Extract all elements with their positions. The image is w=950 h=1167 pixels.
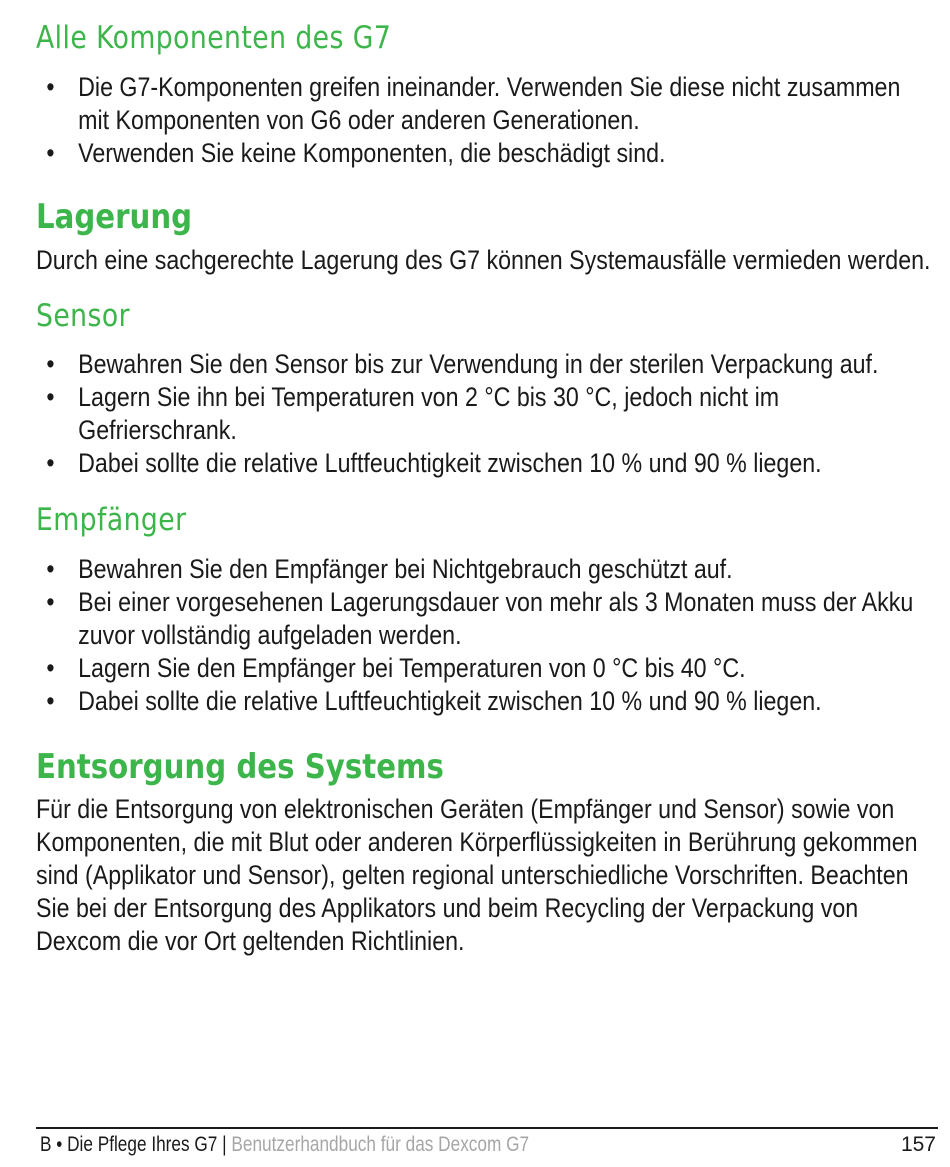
receiver-bullet-list [36, 553, 936, 718]
bullet-text: Lagern Sie ihn bei Temperaturen von 2 °C bis 30 °C, jedoch nicht im Gefrierschrank. [78, 382, 780, 445]
footer-chapter: B • Die Pflege Ihres G7 | [40, 1133, 227, 1156]
bullet-dot: • [46, 138, 55, 168]
bullet-dot: • [46, 653, 55, 683]
disposal-body: Für die Entsorgung von elektronischen Geräten (Empfänger und Sensor) sowie von Komponenten, die mit Blut oder anderen Körperflüssigkeiten in Berührung gekommen sind (Applikator und Sensor), gelten regional unterschiedliche Vorschriften. Beachten Sie bei der Entsorgung des Applikators und beim Recycling der Verpackung von Dexcom die vor Ort geltenden Richtlinien. [36, 794, 918, 956]
bullet-text: Lagern Sie den Empfänger bei Temperaturen von 0 °C bis 40 °C. [78, 653, 746, 683]
footer-manual-title: Benutzerhandbuch für das Dexcom G7 [226, 1133, 530, 1156]
bullet-text: Dabei sollte die relative Luftfeuchtigkeit zwischen 10 % und 90 % liegen. [78, 448, 822, 478]
bullet-dot: • [46, 448, 55, 478]
heading-sensor: Sensor [36, 298, 130, 334]
page-number: 157 [900, 1133, 936, 1156]
bullet-text: Bewahren Sie den Empfänger bei Nichtgebrauch geschützt auf. [78, 554, 733, 584]
bullet-text: Verwenden Sie keine Komponenten, die beschädigt sind. [78, 138, 666, 168]
heading-storage: Lagerung [36, 197, 193, 237]
list-item [36, 553, 936, 586]
bullet-dot: • [46, 72, 55, 102]
list-item [36, 381, 936, 447]
heading-disposal: Entsorgung des Systems [36, 747, 444, 787]
list-item [36, 652, 936, 685]
list-item [36, 586, 936, 652]
footer-breadcrumb [40, 1129, 529, 1161]
list-item [36, 71, 936, 137]
list-item [36, 348, 936, 381]
heading-receiver: Empfänger [36, 502, 187, 538]
list-item [36, 447, 936, 480]
heading-components: Alle Komponenten des G7 [36, 20, 392, 56]
bullet-dot: • [46, 349, 55, 379]
bullet-dot: • [46, 382, 55, 412]
bullet-dot: • [46, 686, 55, 716]
text-column [36, 18, 936, 958]
bullet-text: Die G7-Komponenten greifen ineinander. Verwenden Sie diese nicht zusammen mit Komponenten von G6 oder anderen Generationen. [78, 72, 901, 135]
sensor-bullet-list [36, 348, 936, 480]
bullet-text: Bewahren Sie den Sensor bis zur Verwendung in der sterilen Verpackung auf. [78, 349, 879, 379]
list-item [36, 137, 936, 170]
document-page [36, 18, 936, 958]
bullet-dot: • [46, 587, 55, 617]
bullet-text: Bei einer vorgesehenen Lagerungsdauer von mehr als 3 Monaten muss der Akku zuvor vollständig aufgeladen werden. [78, 587, 914, 650]
bullet-text: Dabei sollte die relative Luftfeuchtigkeit zwischen 10 % und 90 % liegen. [78, 686, 822, 716]
list-item [36, 685, 936, 718]
components-bullet-list [36, 71, 936, 170]
page-footer [36, 1127, 938, 1161]
bullet-dot: • [46, 554, 55, 584]
storage-intro: Durch eine sachgerechte Lagerung des G7 können Systemausfälle vermieden werden. [36, 245, 931, 275]
